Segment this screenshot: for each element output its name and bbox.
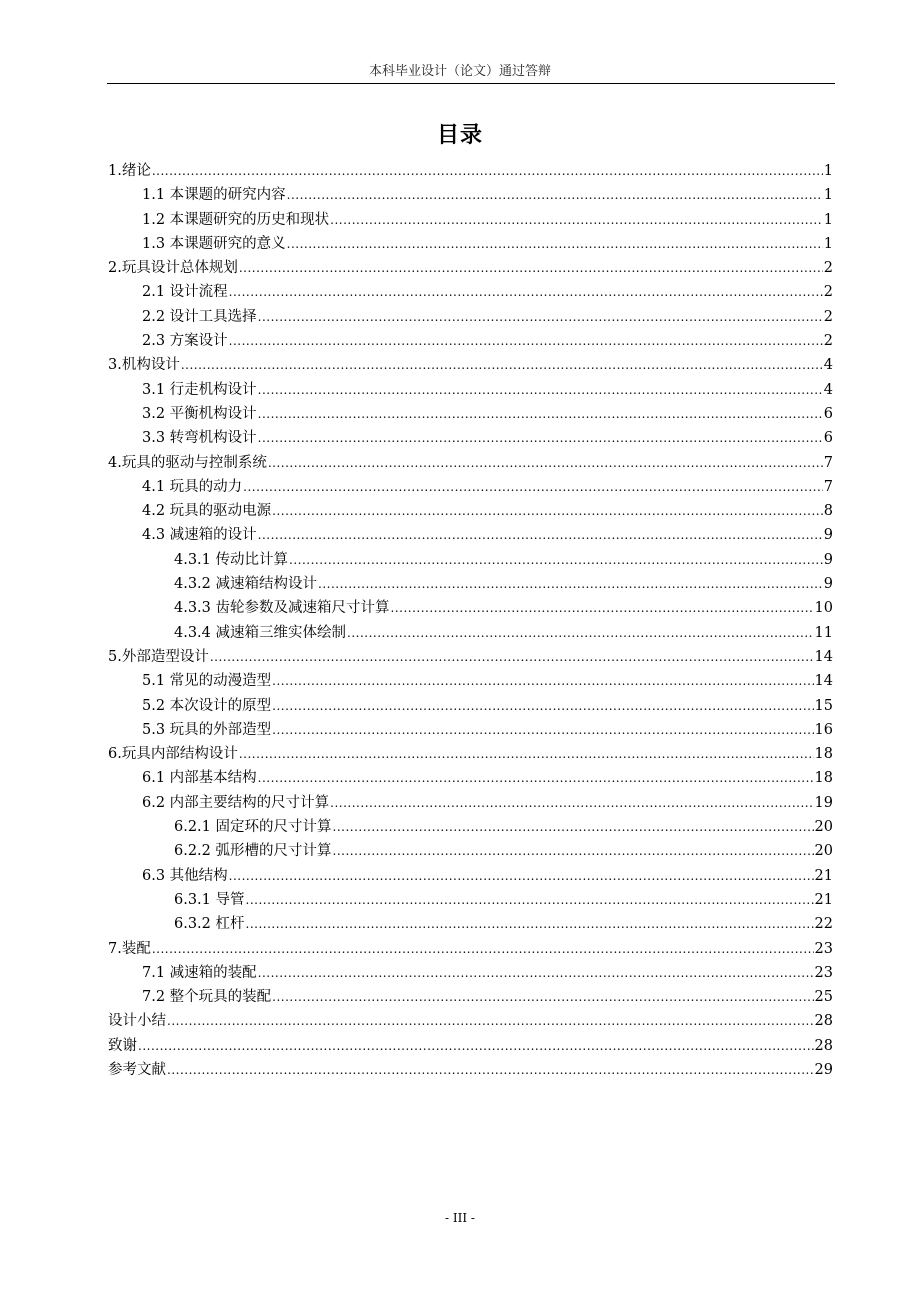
toc-entry-label: 1.2 本课题研究的历史和现状 bbox=[142, 211, 330, 228]
toc-entry[interactable] bbox=[108, 402, 833, 426]
toc-page-number: 2 bbox=[823, 308, 833, 325]
toc-entry[interactable] bbox=[108, 208, 833, 232]
toc-entry-label: 5.外部造型设计 bbox=[108, 648, 209, 665]
toc-page-number: 1 bbox=[823, 235, 833, 252]
toc-page-number: 16 bbox=[814, 721, 833, 738]
toc-page-number: 29 bbox=[814, 1061, 833, 1078]
toc-entry-label: 2.2 设计工具选择 bbox=[142, 308, 257, 325]
toc-entry-label: 4.3.3 齿轮参数及减速箱尺寸计算 bbox=[174, 600, 390, 617]
toc-entry[interactable] bbox=[108, 548, 833, 572]
toc-entry[interactable] bbox=[108, 572, 833, 596]
toc-page-number: 1 bbox=[823, 187, 833, 204]
toc-entry[interactable] bbox=[108, 1034, 833, 1058]
toc-entry[interactable] bbox=[108, 839, 833, 863]
toc-entry[interactable] bbox=[108, 645, 833, 669]
toc-dot-leader bbox=[272, 985, 813, 1009]
toc-page-number: 23 bbox=[814, 964, 833, 981]
toc-entry[interactable] bbox=[108, 694, 833, 718]
toc-dot-leader bbox=[167, 1058, 814, 1082]
toc-dot-leader bbox=[239, 742, 814, 766]
toc-entry-label: 5.2 本次设计的原型 bbox=[142, 697, 272, 714]
toc-dot-leader bbox=[333, 839, 814, 863]
toc-page-number: 8 bbox=[823, 503, 833, 520]
toc-dot-leader bbox=[138, 1034, 814, 1058]
toc-entry[interactable] bbox=[108, 815, 833, 839]
toc-page-number: 9 bbox=[823, 551, 833, 568]
toc-dot-leader bbox=[152, 937, 814, 961]
toc-page-number: 21 bbox=[814, 891, 833, 908]
toc-page-number: 20 bbox=[814, 819, 833, 836]
toc-page-number: 2 bbox=[823, 333, 833, 350]
toc-page-number: 14 bbox=[814, 648, 833, 665]
toc-entry[interactable] bbox=[108, 305, 833, 329]
toc-entry-label: 5.1 常见的动漫造型 bbox=[142, 673, 272, 690]
toc-page-number: 2 bbox=[823, 284, 833, 301]
toc-entry-label: 1.1 本课题的研究内容 bbox=[142, 187, 286, 204]
toc-dot-leader bbox=[287, 183, 823, 207]
toc-entry-label: 5.3 玩具的外部造型 bbox=[142, 721, 272, 738]
toc-dot-leader bbox=[258, 378, 823, 402]
toc-entry[interactable] bbox=[108, 937, 833, 961]
toc-page-number: 7 bbox=[823, 478, 833, 495]
toc-entry[interactable] bbox=[108, 1009, 833, 1033]
toc-entry-label: 6.1 内部基本结构 bbox=[142, 770, 257, 787]
toc-page-number: 1 bbox=[823, 211, 833, 228]
toc-entry-label: 致谢 bbox=[108, 1037, 137, 1054]
toc-dot-leader bbox=[229, 864, 814, 888]
toc-entry-label: 6.3.2 杠杆 bbox=[174, 916, 245, 933]
toc-page-number: 15 bbox=[814, 697, 833, 714]
toc-entry[interactable] bbox=[108, 378, 833, 402]
toc-dot-leader bbox=[243, 475, 823, 499]
toc-entry[interactable] bbox=[108, 426, 833, 450]
toc-entry-label: 7.装配 bbox=[108, 940, 151, 957]
toc-entry[interactable] bbox=[108, 961, 833, 985]
toc-page-number: 14 bbox=[814, 673, 833, 690]
toc-page-number: 10 bbox=[814, 600, 833, 617]
toc-page-number: 9 bbox=[823, 527, 833, 544]
toc-entry[interactable] bbox=[108, 621, 833, 645]
toc-entry[interactable] bbox=[108, 475, 833, 499]
toc-entry-label: 3.机构设计 bbox=[108, 357, 180, 374]
toc-entry-label: 4.玩具的驱动与控制系统 bbox=[108, 454, 267, 471]
toc-entry[interactable] bbox=[108, 232, 833, 256]
toc-entry[interactable] bbox=[108, 451, 833, 475]
toc-page-number: 6 bbox=[823, 430, 833, 447]
toc-entry-label: 4.3.4 减速箱三维实体绘制 bbox=[174, 624, 347, 641]
toc-entry-label: 6.2 内部主要结构的尺寸计算 bbox=[142, 794, 330, 811]
toc-entry-label: 7.2 整个玩具的装配 bbox=[142, 989, 272, 1006]
toc-entry-label: 2.3 方案设计 bbox=[142, 333, 228, 350]
toc-dot-leader bbox=[318, 572, 823, 596]
toc-page-number: 21 bbox=[814, 867, 833, 884]
toc-page-number: 25 bbox=[814, 989, 833, 1006]
toc-page-number: 2 bbox=[823, 260, 833, 277]
toc-entry-label: 2.1 设计流程 bbox=[142, 284, 228, 301]
toc-dot-leader bbox=[258, 523, 823, 547]
toc-page-number: 23 bbox=[814, 940, 833, 957]
toc-dot-leader bbox=[272, 499, 823, 523]
toc-page-number: 18 bbox=[814, 770, 833, 787]
toc-page-number: 18 bbox=[814, 746, 833, 763]
toc-entry[interactable] bbox=[108, 523, 833, 547]
page-title: 目录 bbox=[436, 123, 483, 148]
toc-entry[interactable] bbox=[108, 499, 833, 523]
toc-entry-label: 6.玩具内部结构设计 bbox=[108, 746, 238, 763]
toc-entry[interactable] bbox=[108, 766, 833, 790]
toc-page-number: 7 bbox=[823, 454, 833, 471]
toc-page-number: 28 bbox=[814, 1037, 833, 1054]
toc-entry-label: 1.3 本课题研究的意义 bbox=[142, 235, 286, 252]
running-header: 本科毕业设计（论文）通过答辩 bbox=[368, 64, 551, 79]
toc-entry[interactable] bbox=[108, 280, 833, 304]
toc-entry[interactable] bbox=[108, 159, 833, 183]
toc-entry-label: 4.1 玩具的动力 bbox=[142, 478, 243, 495]
toc-dot-leader bbox=[152, 159, 823, 183]
toc-page-number: 1 bbox=[823, 163, 833, 179]
toc-dot-leader bbox=[272, 669, 813, 693]
toc-entry[interactable] bbox=[108, 329, 833, 353]
toc-entry-label: 6.2.1 固定环的尺寸计算 bbox=[174, 819, 332, 836]
toc-page-number: 20 bbox=[814, 843, 833, 860]
toc-dot-leader bbox=[272, 718, 813, 742]
toc-dot-leader bbox=[258, 961, 814, 985]
toc-entry[interactable] bbox=[108, 669, 833, 693]
toc-dot-leader bbox=[167, 1009, 814, 1033]
toc-entry-label: 4.3.2 减速箱结构设计 bbox=[174, 576, 318, 593]
toc-dot-leader bbox=[272, 694, 813, 718]
toc-dot-leader bbox=[246, 912, 814, 936]
toc-dot-leader bbox=[258, 305, 823, 329]
page-footer: - III - bbox=[445, 1211, 475, 1225]
header-rule bbox=[107, 83, 835, 84]
toc-dot-leader bbox=[229, 280, 823, 304]
toc-entry[interactable] bbox=[108, 742, 833, 766]
toc-entry-label: 6.3 其他结构 bbox=[142, 867, 228, 884]
table-of-contents bbox=[108, 159, 833, 1082]
toc-entry-label: 2.玩具设计总体规划 bbox=[108, 260, 238, 277]
toc-entry[interactable] bbox=[108, 718, 833, 742]
toc-entry[interactable] bbox=[108, 596, 833, 620]
toc-entry-label: 3.3 转弯机构设计 bbox=[142, 430, 257, 447]
toc-page-number: 28 bbox=[814, 1013, 833, 1030]
toc-dot-leader bbox=[181, 353, 823, 377]
toc-dot-leader bbox=[289, 548, 823, 572]
toc-dot-leader bbox=[246, 888, 814, 912]
toc-dot-leader bbox=[258, 766, 814, 790]
toc-page-number: 22 bbox=[814, 916, 833, 933]
toc-dot-leader bbox=[330, 791, 813, 815]
toc-entry-label: 1.绪论 bbox=[108, 163, 151, 179]
toc-entry[interactable] bbox=[108, 864, 833, 888]
toc-dot-leader bbox=[258, 402, 823, 426]
toc-entry[interactable] bbox=[108, 985, 833, 1009]
toc-page-number: 11 bbox=[814, 624, 833, 641]
toc-entry-label: 设计小结 bbox=[108, 1013, 166, 1030]
toc-dot-leader bbox=[258, 426, 823, 450]
toc-dot-leader bbox=[268, 451, 823, 475]
toc-dot-leader bbox=[229, 329, 823, 353]
toc-entry[interactable] bbox=[108, 256, 833, 280]
toc-dot-leader bbox=[333, 815, 814, 839]
toc-page-number: 19 bbox=[814, 794, 833, 811]
toc-page-number: 4 bbox=[823, 357, 833, 374]
toc-page-number: 9 bbox=[823, 576, 833, 593]
toc-dot-leader bbox=[239, 256, 823, 280]
toc-entry-label: 4.3 减速箱的设计 bbox=[142, 527, 257, 544]
toc-dot-leader bbox=[347, 621, 814, 645]
toc-entry[interactable] bbox=[108, 353, 833, 377]
toc-entry-label: 3.2 平衡机构设计 bbox=[142, 405, 257, 422]
toc-entry-label: 4.2 玩具的驱动电源 bbox=[142, 503, 272, 520]
toc-dot-leader bbox=[210, 645, 814, 669]
toc-dot-leader bbox=[330, 208, 823, 232]
toc-entry-label: 7.1 减速箱的装配 bbox=[142, 964, 257, 981]
toc-entry-label: 4.3.1 传动比计算 bbox=[174, 551, 289, 568]
toc-dot-leader bbox=[391, 596, 814, 620]
toc-entry-label: 6.2.2 弧形槽的尺寸计算 bbox=[174, 843, 332, 860]
toc-page-number: 4 bbox=[823, 381, 833, 398]
toc-entry[interactable] bbox=[108, 791, 833, 815]
toc-entry-label: 参考文献 bbox=[108, 1061, 166, 1078]
toc-page-number: 6 bbox=[823, 405, 833, 422]
toc-entry[interactable] bbox=[108, 1058, 833, 1082]
toc-entry-label: 3.1 行走机构设计 bbox=[142, 381, 257, 398]
toc-dot-leader bbox=[287, 232, 823, 256]
toc-entry[interactable] bbox=[108, 888, 833, 912]
toc-entry[interactable] bbox=[108, 912, 833, 936]
toc-entry[interactable] bbox=[108, 183, 833, 207]
toc-entry-label: 6.3.1 导管 bbox=[174, 891, 245, 908]
